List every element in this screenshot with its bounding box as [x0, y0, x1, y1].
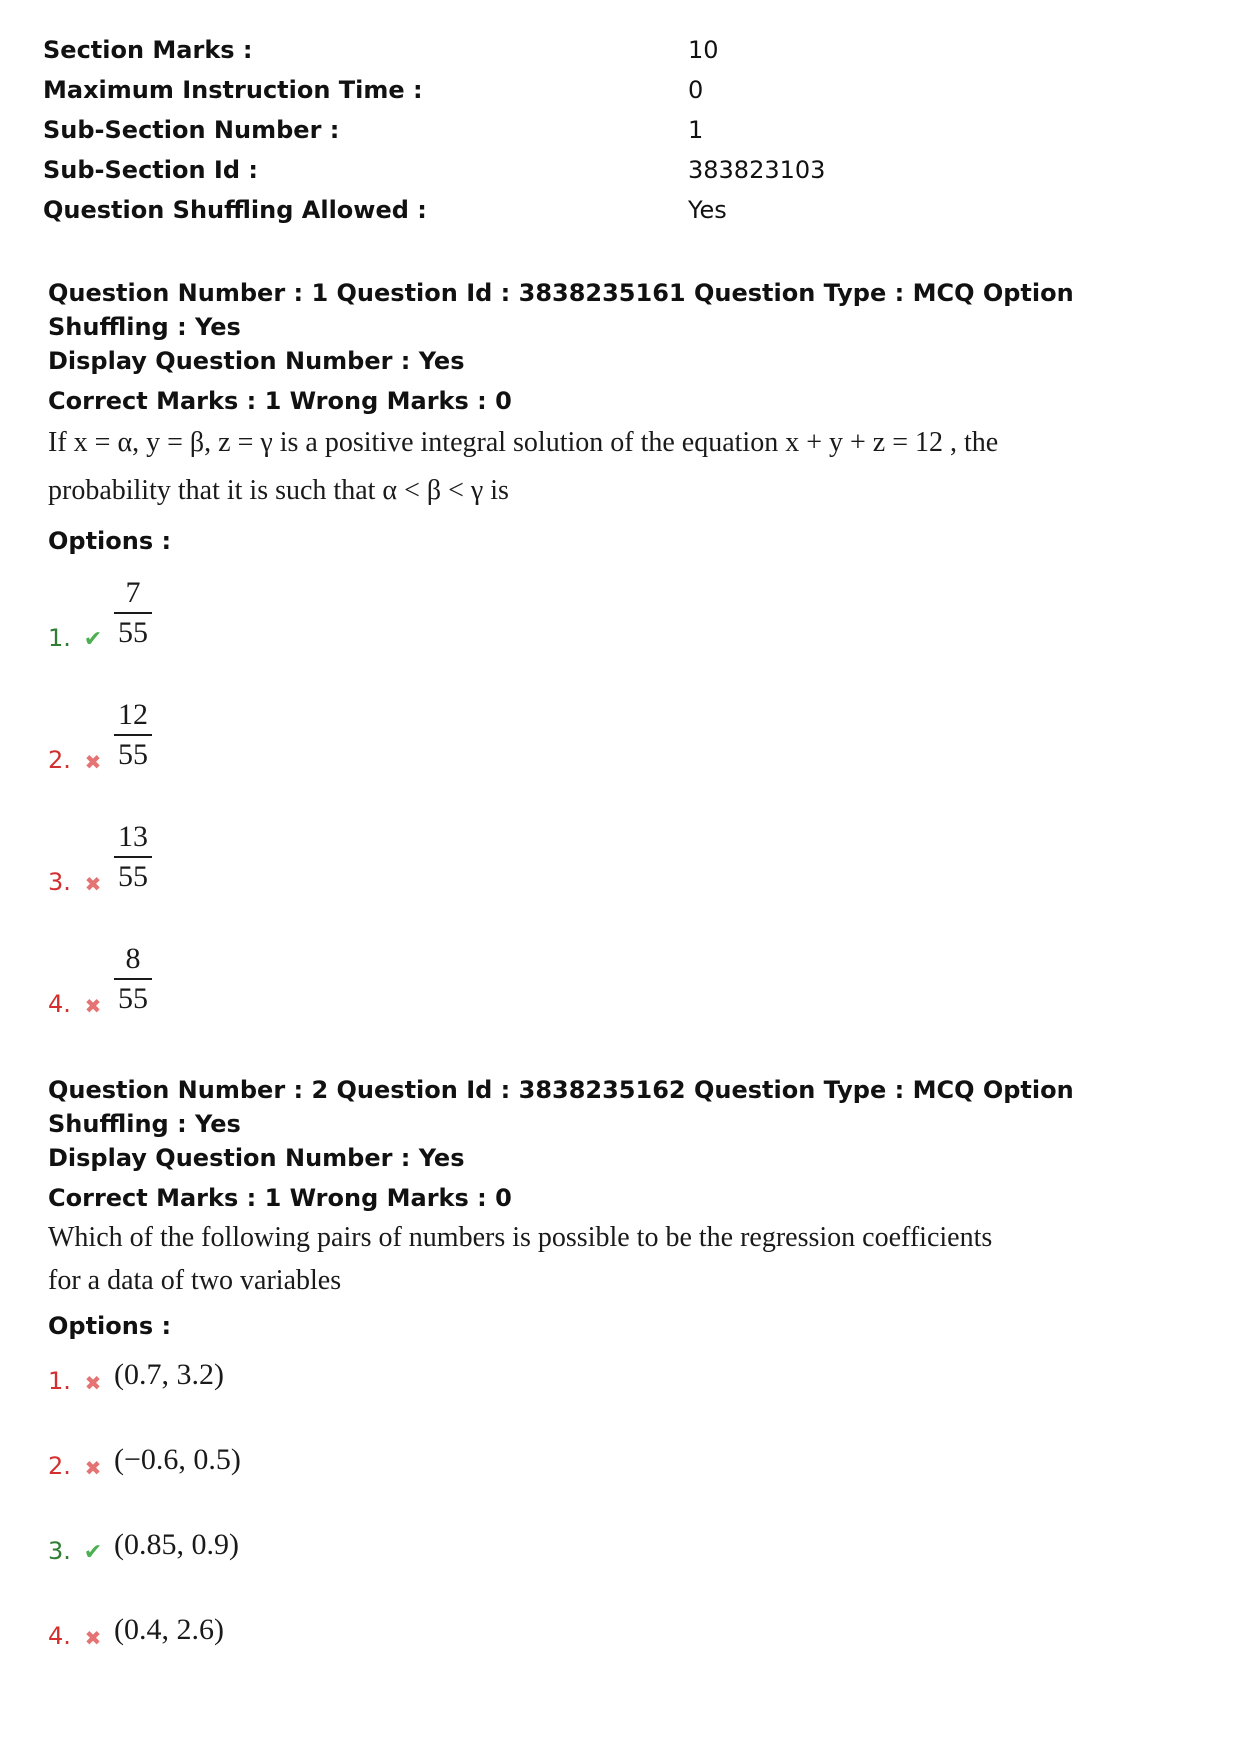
option-item[interactable] — [48, 1436, 1198, 1480]
option-item[interactable] — [48, 690, 1198, 774]
fraction-denominator: 55 — [118, 738, 148, 771]
question-header-line2: Display Question Number : Yes — [48, 1144, 465, 1172]
option-item[interactable] — [48, 568, 1198, 652]
section-marks-label: Section Marks : — [43, 36, 253, 64]
option-number: 2. — [48, 746, 71, 774]
question-text-line1: If x = α, y = β, z = γ is a positive integral solution of the equation x + y + z = 12 , the — [48, 427, 999, 458]
option-value: (0.7, 3.2) — [114, 1358, 224, 1391]
question-block-1 — [48, 276, 1198, 1018]
section-info-row — [43, 30, 1193, 70]
question-shuffling-label: Question Shuffling Allowed : — [43, 196, 427, 224]
option-number: 4. — [48, 1622, 71, 1650]
cross-mark-icon: ✖ — [84, 1626, 102, 1650]
section-info-row — [43, 110, 1193, 150]
option-item[interactable] — [48, 934, 1198, 1018]
cross-mark-icon: ✖ — [84, 872, 102, 896]
check-mark-icon: ✔ — [83, 1540, 103, 1565]
sub-section-id-label: Sub-Section Id : — [43, 156, 258, 184]
option-fraction — [114, 574, 152, 652]
question-header-line1: Question Number : 2 Question Id : 3838235162 Question Type : MCQ Option Shuffling : Yes — [48, 1076, 1074, 1138]
cross-mark-icon: ✖ — [84, 994, 102, 1018]
option-value: (−0.6, 0.5) — [114, 1443, 241, 1476]
option-value: (0.4, 2.6) — [114, 1613, 224, 1646]
fraction-denominator: 55 — [118, 616, 148, 649]
question-marks: Correct Marks : 1 Wrong Marks : 0 — [48, 1184, 512, 1212]
sub-section-number-value: 1 — [688, 116, 704, 144]
question-shuffling-value: Yes — [688, 196, 727, 224]
option-number: 1. — [48, 1367, 71, 1395]
options-label: Options : — [48, 527, 172, 555]
section-info-row — [43, 150, 1193, 190]
fraction-numerator: 7 — [114, 574, 152, 614]
option-fraction — [114, 940, 152, 1018]
question-text-line2: for a data of two variables — [48, 1265, 342, 1296]
question-header-line1: Question Number : 1 Question Id : 3838235161 Question Type : MCQ Option Shuffling : Yes — [48, 279, 1074, 341]
section-info-row — [43, 190, 1193, 230]
option-item[interactable] — [48, 812, 1198, 896]
cross-mark-icon: ✖ — [84, 750, 102, 774]
fraction-numerator: 8 — [114, 940, 152, 980]
option-value: (0.85, 0.9) — [114, 1528, 239, 1561]
fraction-denominator: 55 — [118, 860, 148, 893]
section-info-table — [43, 30, 1193, 230]
fraction-denominator: 55 — [118, 982, 148, 1015]
cross-mark-icon: ✖ — [84, 1456, 102, 1480]
sub-section-id-value: 383823103 — [688, 156, 826, 184]
question-text-line1: Which of the following pairs of numbers is possible to be the regression coefficients — [48, 1222, 993, 1253]
option-item[interactable] — [48, 1606, 1198, 1650]
sub-section-number-label: Sub-Section Number : — [43, 116, 340, 144]
option-number: 4. — [48, 990, 71, 1018]
option-number: 3. — [48, 868, 71, 896]
check-mark-icon: ✔ — [83, 627, 103, 652]
question-header-line2: Display Question Number : Yes — [48, 347, 465, 375]
question-block-2 — [48, 1073, 1198, 1650]
cross-mark-icon: ✖ — [84, 1371, 102, 1395]
max-instruction-time-value: 0 — [688, 76, 704, 104]
option-fraction — [114, 818, 152, 896]
option-item[interactable] — [48, 1351, 1198, 1395]
question-text-line2: probability that it is such that α < β < γ is — [48, 475, 509, 506]
fraction-numerator: 13 — [114, 818, 152, 858]
option-item[interactable] — [48, 1521, 1198, 1565]
option-number: 1. — [48, 624, 71, 652]
question-marks: Correct Marks : 1 Wrong Marks : 0 — [48, 387, 512, 415]
options-label: Options : — [48, 1312, 172, 1340]
section-info-row — [43, 70, 1193, 110]
max-instruction-time-label: Maximum Instruction Time : — [43, 76, 423, 104]
option-number: 2. — [48, 1452, 71, 1480]
section-marks-value: 10 — [688, 36, 719, 64]
option-fraction — [114, 696, 152, 774]
fraction-numerator: 12 — [114, 696, 152, 736]
option-number: 3. — [48, 1537, 71, 1565]
